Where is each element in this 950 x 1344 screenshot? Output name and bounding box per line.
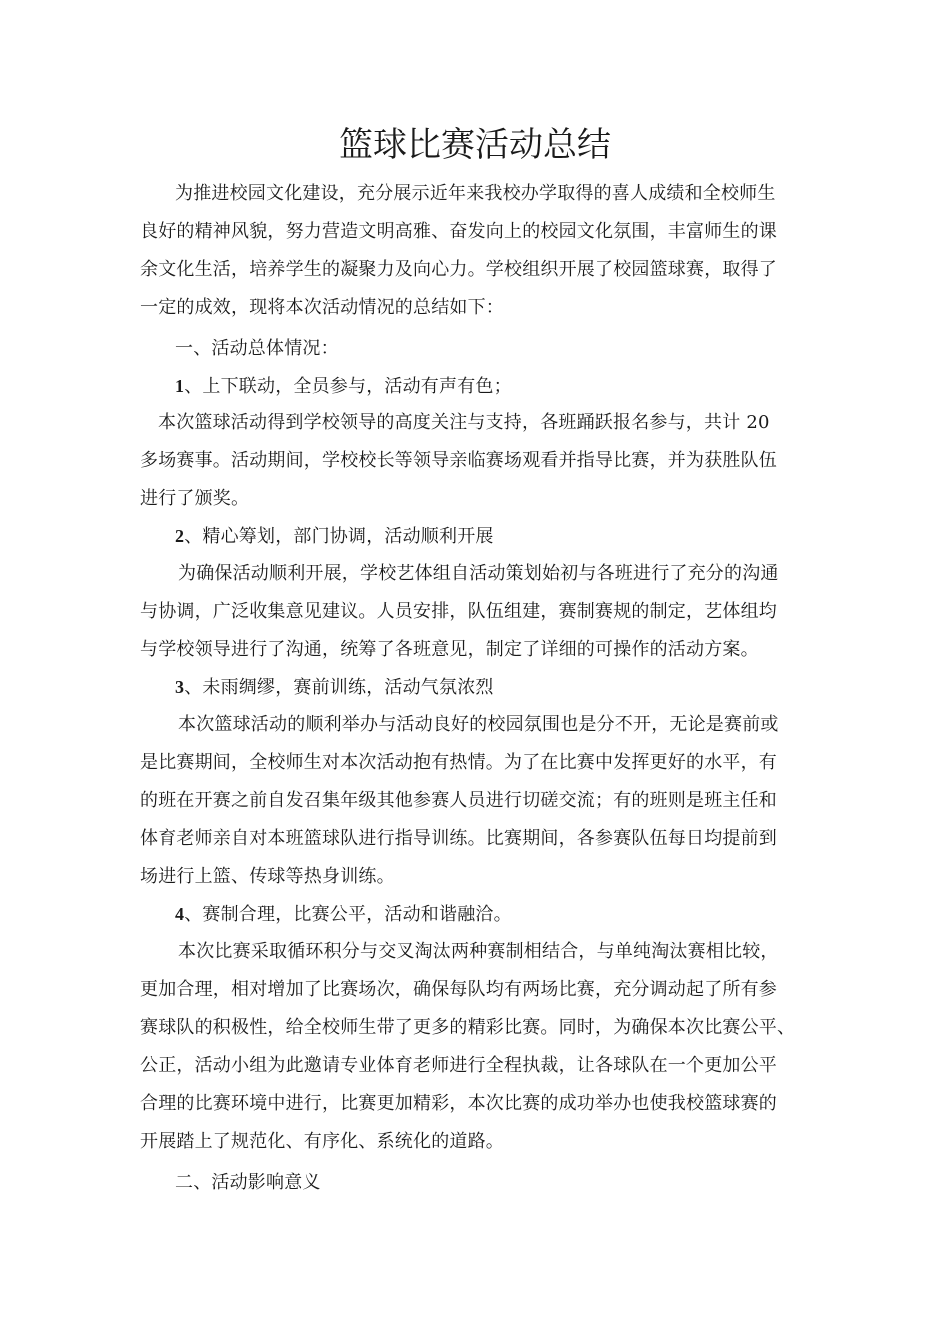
intro-line: 良好的精神风貌，努力营造文明高雅、奋发向上的校园文化氛围，丰富师生的课 bbox=[140, 221, 777, 242]
paragraph-line: 的班在开赛之前自发召集年级其他参赛人员进行切磋交流；有的班则是班主任和 bbox=[140, 790, 777, 811]
paragraph-line: 与学校领导进行了沟通，统筹了各班意见，制定了详细的可操作的活动方案。 bbox=[140, 639, 759, 660]
item-number: 2 bbox=[175, 526, 185, 546]
item-heading-4 bbox=[175, 902, 820, 927]
paragraph-line: 赛球队的积极性，给全校师生带了更多的精彩比赛。同时，为确保本次比赛公平、 bbox=[140, 1017, 796, 1038]
paragraph-line: 开展踏上了规范化、有序化、系统化的道路。 bbox=[140, 1131, 504, 1152]
intro-line: 余文化生活，培养学生的凝聚力及向心力。学校组织开展了校园篮球赛，取得了 bbox=[140, 259, 777, 280]
paragraph-line: 本次篮球活动的顺利举办与活动良好的校园氛围也是分不开，无论是赛前或 bbox=[178, 714, 779, 735]
paragraph-line: 与协调，广泛收集意见建议。人员安排，队伍组建，赛制赛规的制定，艺体组均 bbox=[140, 601, 777, 622]
document-title: 篮球比赛活动总结 bbox=[339, 125, 611, 165]
intro-line: 一定的成效，现将本次活动情况的总结如下： bbox=[140, 297, 504, 318]
intro-line: 为推进校园文化建设，充分展示近年来我校办学取得的喜人成绩和全校师生 bbox=[175, 183, 776, 204]
section-heading-2: 二、活动影响意义 bbox=[175, 1172, 321, 1193]
paragraph-line: 本次比赛采取循环积分与交叉淘汰两种赛制相结合，与单纯淘汰赛相比较， bbox=[178, 941, 779, 962]
item-number: 3 bbox=[175, 677, 185, 697]
paragraph-line: 合理的比赛环境中进行，比赛更加精彩，本次比赛的成功举办也使我校篮球赛的 bbox=[140, 1093, 777, 1114]
paragraph-line: 公正，活动小组为此邀请专业体育老师进行全程执裁，让各球队在一个更加公平 bbox=[140, 1055, 777, 1076]
item-heading-3 bbox=[175, 675, 820, 700]
item-heading-1 bbox=[175, 374, 820, 399]
section-heading-1: 一、活动总体情况： bbox=[175, 338, 339, 359]
paragraph-line: 为确保活动顺利开展，学校艺体组自活动策划始初与各班进行了充分的沟通 bbox=[178, 563, 779, 584]
item-number: 1 bbox=[175, 376, 185, 396]
paragraph-line: 是比赛期间，全校师生对本次活动抱有热情。为了在比赛中发挥更好的水平，有 bbox=[140, 752, 777, 773]
item-heading-2 bbox=[175, 524, 820, 549]
paragraph-line: 更加合理，相对增加了比赛场次，确保每队均有两场比赛，充分调动起了所有参 bbox=[140, 979, 777, 1000]
item-heading-text: 、赛制合理，比赛公平，活动和谐融洽。 bbox=[184, 904, 512, 925]
paragraph-line: 本次篮球活动得到学校领导的高度关注与支持，各班踊跃报名参与，共计 20 bbox=[158, 412, 770, 433]
item-heading-text: 、精心筹划，部门协调，活动顺利开展 bbox=[184, 526, 494, 547]
paragraph-line: 体育老师亲自对本班篮球队进行指导训练。比赛期间，各参赛队伍每日均提前到 bbox=[140, 828, 777, 849]
paragraph-line: 多场赛事。活动期间，学校校长等领导亲临赛场观看并指导比赛，并为获胜队伍 bbox=[140, 450, 777, 471]
paragraph-line: 进行了颁奖。 bbox=[140, 488, 250, 509]
item-heading-text: 、未雨绸缪，赛前训练，活动气氛浓烈 bbox=[184, 677, 494, 698]
paragraph-line: 场进行上篮、传球等热身训练。 bbox=[140, 866, 395, 887]
item-number: 4 bbox=[175, 904, 185, 924]
item-heading-text: 、上下联动，全员参与，活动有声有色； bbox=[184, 376, 512, 397]
